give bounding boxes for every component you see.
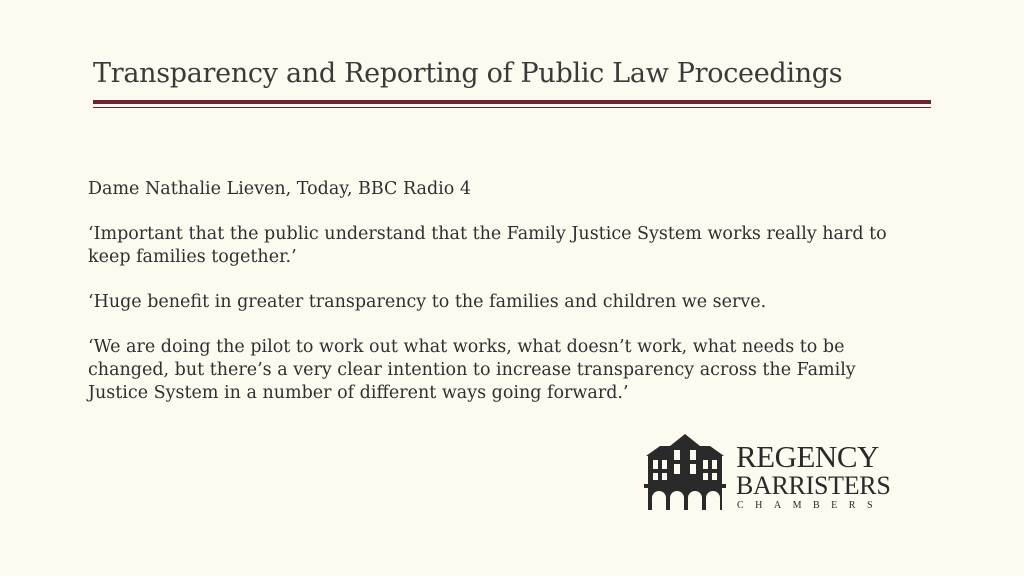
title-divider-thin [93, 107, 931, 108]
building-icon [644, 434, 726, 512]
logo-text-chambers: CHAMBERS [737, 500, 885, 511]
slide-body [88, 178, 918, 427]
quote-attribution: Dame Nathalie Lieven, Today, BBC Radio 4 [88, 179, 472, 199]
quote-1: ‘Important that the public understand that the Family Justice System works really hard to keep families together.’ [88, 224, 887, 267]
logo-text-barristers: BARRISTERS [736, 471, 891, 500]
quote-2: ‘Huge benefit in greater transparency to the families and children we serve. [88, 292, 767, 312]
slide-title: Transparency and Reporting of Public Law Proceedings [93, 58, 843, 89]
quote-3: ‘We are doing the pilot to work out what works, what doesn’t work, what needs to be changed, but there’s a very clear intention to increase transparency across the Family Justice System in a number of different ways going forward.’ [88, 337, 856, 403]
regency-barristers-logo [644, 434, 894, 514]
logo-text-regency: REGENCY [736, 439, 879, 474]
title-divider-thick [93, 100, 931, 104]
